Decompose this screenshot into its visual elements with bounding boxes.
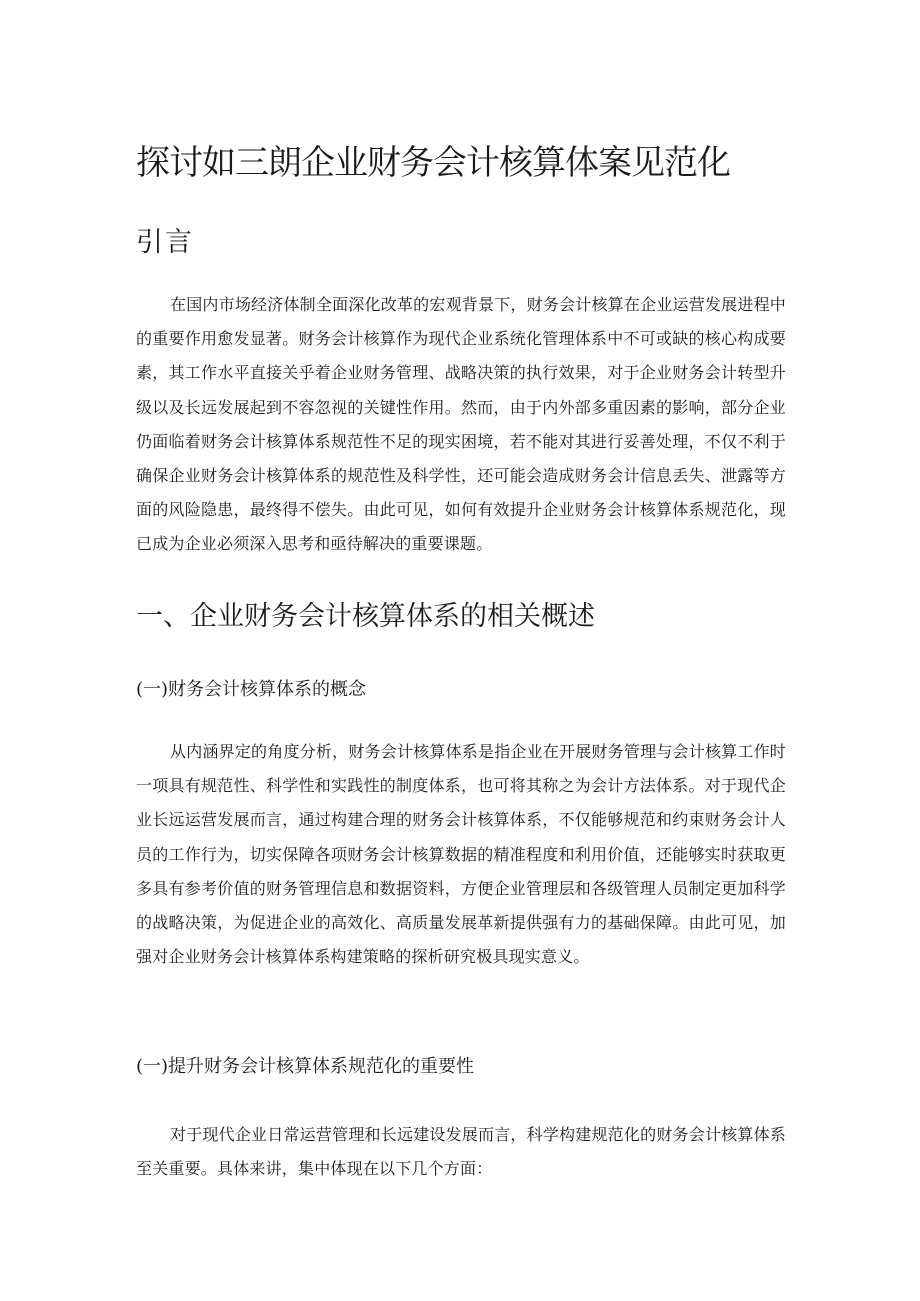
subsection-2-paragraph: 对于现代企业日常运营管理和长远建设发展而言，科学构建规范化的财务会计核算体系至关重要。具体来讲，集中体现在以下几个方面： [136, 1125, 786, 1179]
subsection-2-heading: (一)提升财务会计核算体系规范化的重要性 [136, 1056, 475, 1077]
subsection-1-paragraph: 从内涵界定的角度分析，财务会计核算体系是指企业在开展财务管理与会计核算工作时一项具有规范性、科学性和实践性的制度体系，也可将其称之为会计方法体系。对于现代企业长远运营发展而言，通过构建合理的财务会计核算体系，不仅能够规范和约束财务会计人员的工作行为，切实保障各项财务会计核算数据的精准程度和利用价值，还能够实时获取更多具有参考价值的财务管理信息和数据资料，方便企业管理层和各级管理人员制定更加科学的战略决策，为促进企业的高效化、高质量发展革新提供强有力的基础保障。由此可见，加强对企业财务会计核算体系构建策略的探析研究极具现实意义。 [136, 742, 786, 967]
section-1-heading: 一、企业财务会计核算体系的相关概述 [136, 601, 595, 632]
subsection-1-heading: (一)财务会计核算体系的概念 [136, 679, 367, 700]
intro-heading: 引言 [136, 227, 194, 258]
intro-paragraph: 在国内市场经济体制全面深化改革的宏观背景下，财务会计核算在企业运营发展进程中的重要作用愈发显著。财务会计核算作为现代企业系统化管理体系中不可或缺的核心构成要素，其工作水平直接关乎着企业财务管理、战略决策的执行效果，对于企业财务会计转型升级以及长远发展起到不容忽视的关键性作用。然而，由于内外部多重因素的影响，部分企业仍面临着财务会计核算体系规范性不足的现实困境，若不能对其进行妥善处理，不仅不利于确保企业财务会计核算体系的规范性及科学性，还可能会造成财务会计信息丢失、泄露等方面的风险隐患，最终得不偿失。由此可见，如何有效提升企业财务会计核算体系规范化，现已成为企业必须深入思考和亟待解决的重要课题。 [136, 295, 786, 554]
document-title: 探讨如三朗企业财务会计核算体案见范化 [136, 143, 730, 183]
